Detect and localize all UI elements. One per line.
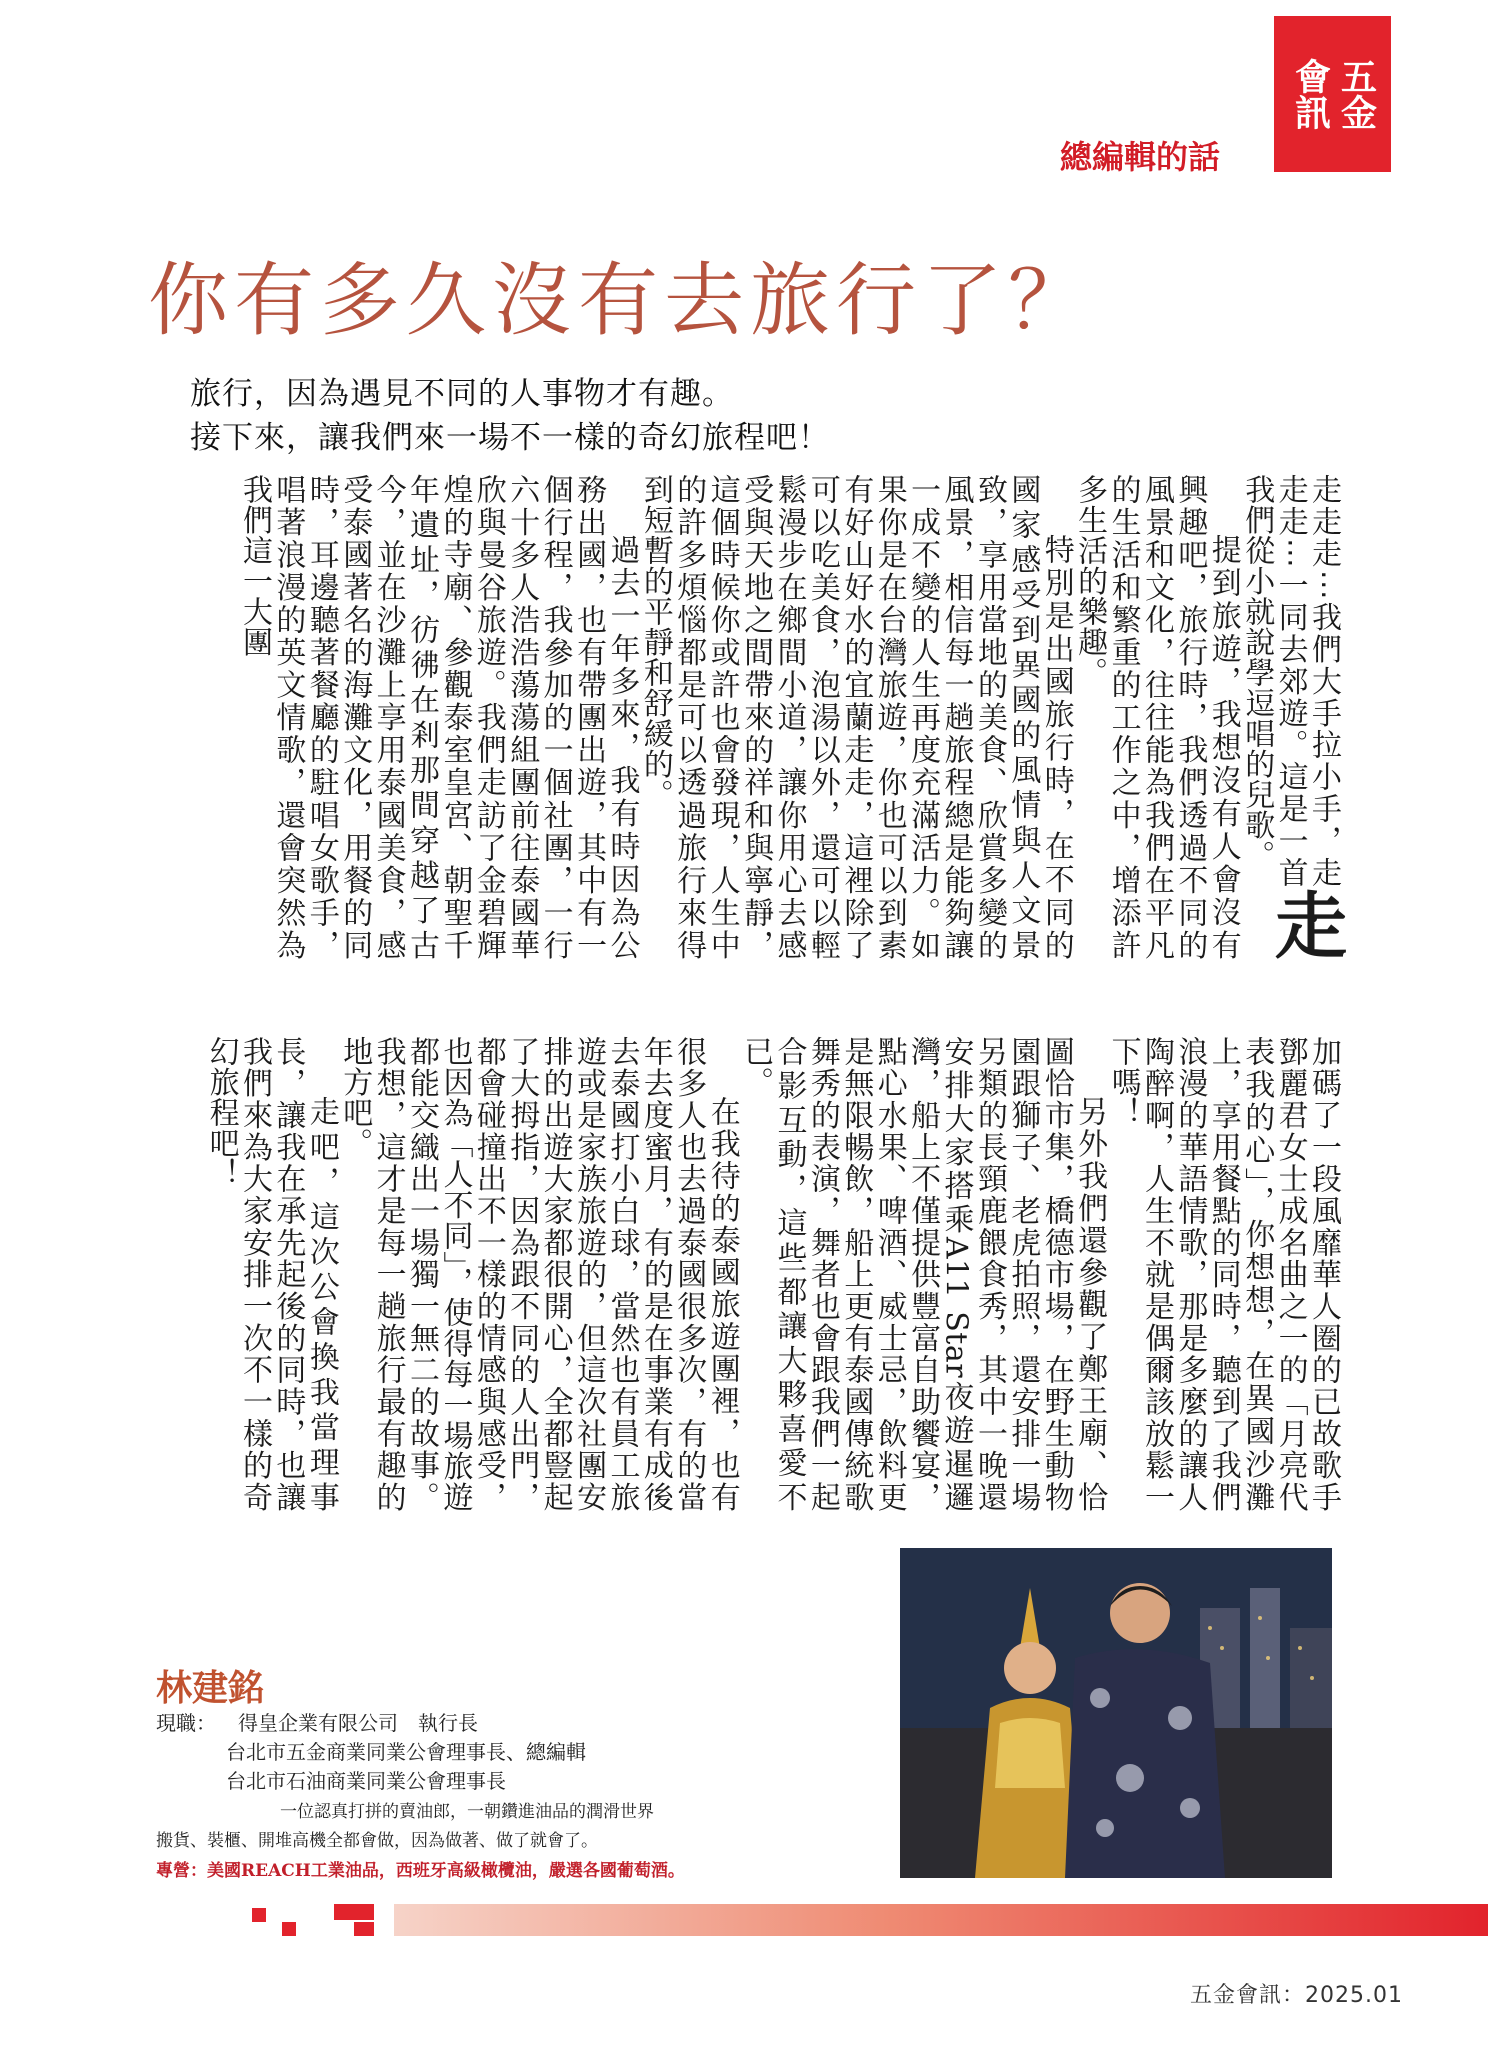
paragraph-1: 走走走⋯我們大手拉小手，走走走⋯一同去郊遊。這是一首我們從小就說學逗唱的兒歌。	[1239, 474, 1341, 888]
author-bio-line-1: 一位認真打拼的賣油郎，一朝鑽進油品的潤滑世界	[280, 1802, 654, 1822]
author-bio-line-2: 搬貨、裝櫃、開堆高機全都會做，因為做著、做了就會了。	[156, 1831, 598, 1851]
paragraph-4: 過去一年多來，我有時因為公務出國，也有帶團出遊，其中有一個行程，我參加的一個社團，一行六十多人浩浩蕩蕩組團前往泰國華欣與曼谷旅遊。我們走訪了金碧輝煌的寺廟、參觀泰室皇宮、朝聖千年遺址，彷彿在剎那間穿越了古今，並在沙灘上享用泰國美食，感受泰國著名的海灘文化，用餐的同時，耳邊聽著餐廳的駐唱女歌手，唱著浪漫的英文情歌，還會突然為我們這一大團	[237, 474, 640, 960]
drop-cap: 走	[1263, 887, 1348, 960]
author-bio-line-3: 專營：美國REACH工業油品，西班牙高級橄欖油，嚴選各國葡萄酒。	[156, 1861, 685, 1881]
job-line-3: 台北市石油商業同業公會理事長	[226, 1769, 506, 1793]
logo-text-col1: 五金	[1335, 58, 1377, 130]
section-label: 總編輯的話	[1060, 138, 1221, 176]
logo-text-col2: 會訊	[1289, 58, 1331, 130]
lead-line-2: 接下來，讓我們來一場不一樣的奇幻旅程吧！	[190, 420, 830, 456]
job-label: 現職：	[156, 1711, 216, 1735]
paragraph-6: 另外我們還參觀了鄭王廟、恰圖恰市集，橋德市場，在野生動物園跟獅子、老虎拍照，還安排一場另類的長頸鹿餵食秀，其中一晚還安排大家搭乘A11 Star夜遊暹邏灣，船上不僅提供豐富自助饗宴，點心水果、啤酒、威士忌，飲料更是無限暢飲，船上更有泰國傳統歌舞秀的表演，舞者也會跟我們一起合影互動，這些都讓大夥喜愛不已。	[738, 1036, 1108, 1512]
lead-line-1: 旅行，因為遇見不同的人事物才有趣。	[190, 376, 734, 412]
page-info: 五金會訊：2025.01	[1190, 1983, 1403, 2008]
paragraph-3: 特別是出國旅行時，在不同的國家感受到異國的風情與人文景致，享用當地的美食、欣賞多變的風景，相信每一趟旅程總是能夠讓一成不變的人生再度充滿活力。如果你是在台灣旅遊，你也可以到素有好山好水的宜蘭走走，這裡除了可以吃美食，泡湯以外，還可以輕鬆漫步在鄉間小道，讓你用心去感受與天地之間帶來的祥和與寧靜，這個時候你或許也會發現，人生中的許多煩惱都是可以透過旅行來得到短暫的平靜和舒緩的。	[637, 474, 1074, 960]
magazine-logo-block	[1274, 16, 1391, 172]
photo-illustration	[900, 1548, 1332, 1878]
page-title: 你有多久沒有去旅行了？	[148, 254, 1094, 347]
paragraph-7: 在我待的泰國旅遊團裡，也有很多人也去過泰國很多次，有的當年去度蜜月，有的是在事業有成後去泰國打小白球，當然也有員工旅遊或是家族旅遊的，但這次社團安排的出遊大家都很開心，全都豎起了大拇指，因為跟不同的人出門，都會碰撞出不一樣的情感與感受，也因為「人不同」，使得每一場旅遊都能交織出一場獨一無二的故事。我想，這才是每一趟旅行最有趣的地方吧。	[337, 1036, 740, 1512]
job-line-1: 得皇企業有限公司 執行長	[238, 1711, 478, 1735]
paragraph-8: 走吧，這次公會換我當理事長，讓我在承先起後的同時，也讓我們來為大家安排一次不一樣的奇幻旅程吧！	[203, 1036, 339, 1512]
paragraph-5: 加碼了一段風靡華人圈的已故歌手鄧麗君女士成名曲之一的「月亮代表我的心」，你想想，在異國沙灘上，享用餐點的同時，聽到了我們浪漫的華語情歌，那是多麼的讓人陶醉啊，人生不就是偶爾該放鬆一下嗎！	[1105, 1036, 1341, 1512]
job-line-2: 台北市五金商業同業公會理事長、總編輯	[226, 1740, 586, 1764]
author-name: 林建銘	[156, 1668, 265, 1709]
travel-photo	[900, 1548, 1332, 1878]
paragraph-2: 提到旅遊，我想沒有人會沒有興趣吧，旅行時，我們透過不同的風景和文化，往往能為我們在平凡的生活和繁重的工作之中，增添許多生活的樂趣。	[1072, 474, 1241, 960]
article-body-lower	[125, 1036, 1340, 1512]
article-body-upper	[125, 474, 1348, 960]
decor-square-1	[252, 1908, 266, 1922]
footer-gradient-bar	[394, 1904, 1488, 1936]
decor-square-3	[334, 1904, 374, 1920]
decor-square-4	[354, 1922, 374, 1936]
decor-square-2	[282, 1922, 296, 1936]
